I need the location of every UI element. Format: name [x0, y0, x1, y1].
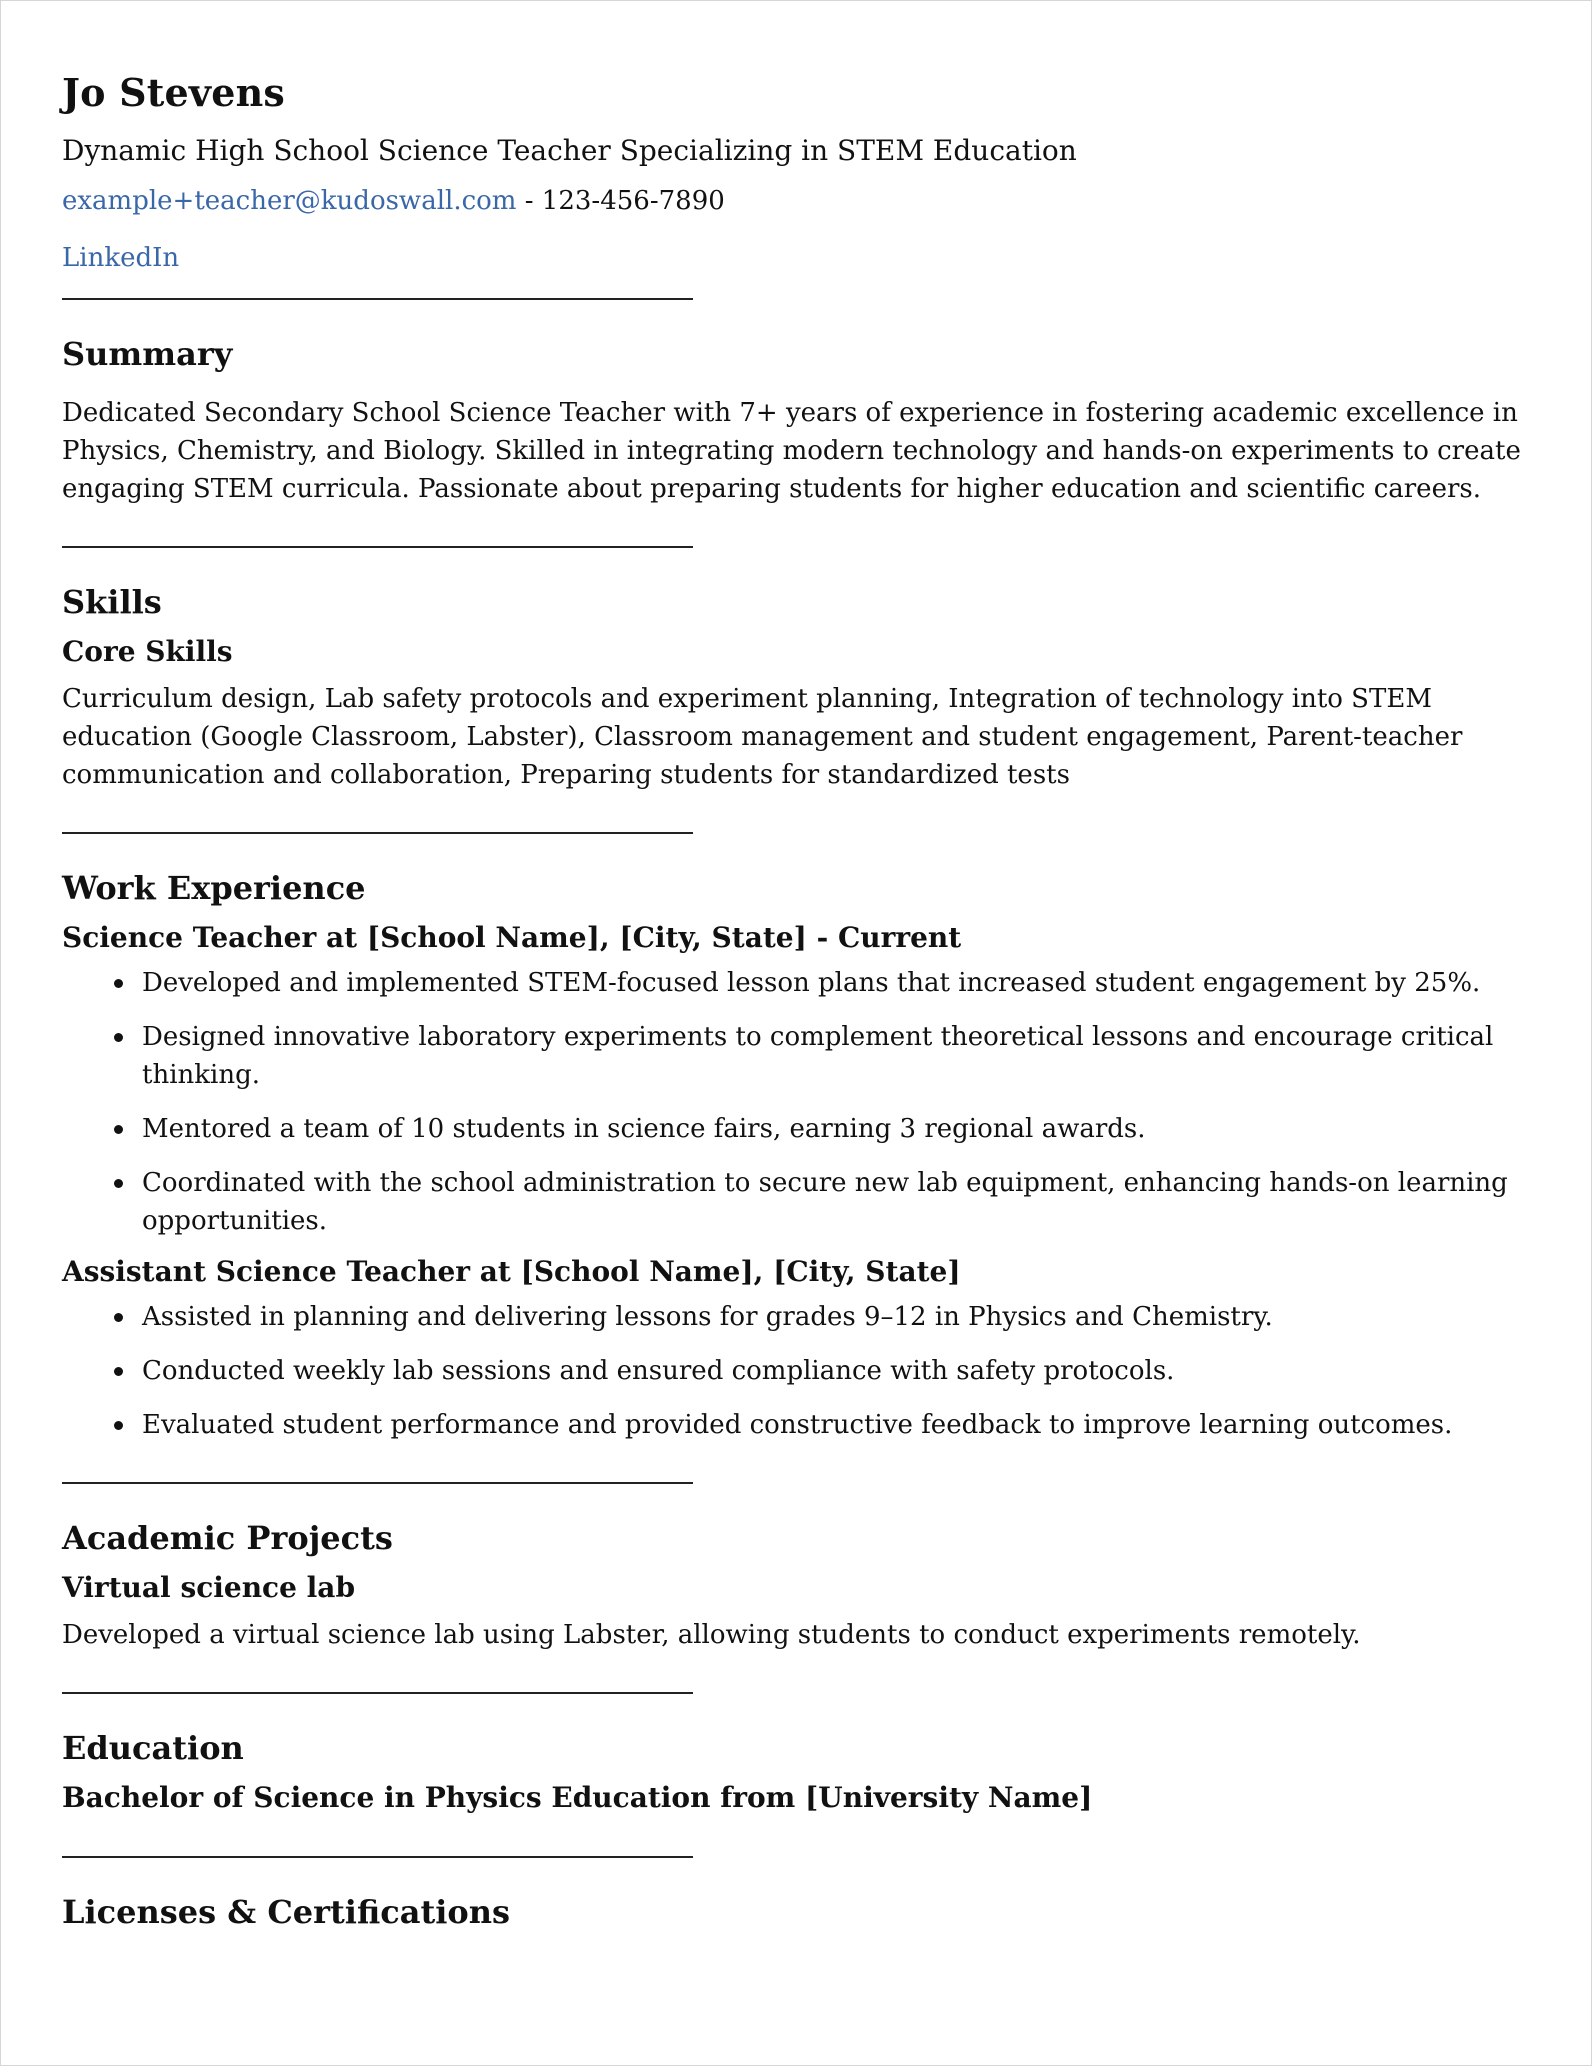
linkedin-link[interactable]: LinkedIn	[62, 243, 180, 273]
candidate-headline: Dynamic High School Science Teacher Specializing in STEM Education	[62, 134, 1077, 167]
job-bullet: Assisted in planning and delivering lessons for grades 9–12 in Physics and Chemistry.	[142, 1298, 1542, 1336]
skills-group-text: Curriculum design, Lab safety protocols and experiment planning, Integration of technology into STEM education (Google Classroom, Labster), Classroom management and student engagement, Parent-teacher communication and collaboration, Preparing students for standardized tests	[62, 684, 1463, 790]
job-bullet: Conducted weekly lab sessions and ensured compliance with safety protocols.	[142, 1352, 1542, 1390]
summary-text: Dedicated Secondary School Science Teacher with 7+ years of experience in fostering academic excellence in Physics, Chemistry, and Biology. Skilled in integrating modern technology and hands-on experiments to create engaging STEM curricula. Passionate about preparing students for higher education and scientific careers.	[62, 398, 1521, 504]
job-heading: Science Teacher at [School Name], [City, State] - Current	[62, 921, 962, 954]
experience-title: Work Experience	[62, 869, 366, 907]
section-divider	[62, 1856, 693, 1858]
skills-group-heading: Core Skills	[62, 635, 233, 668]
job-bullet: Mentored a team of 10 students in science fairs, earning 3 regional awards.	[142, 1110, 1542, 1148]
job-bullet-list	[62, 964, 1542, 1240]
contact-separator: -	[516, 186, 542, 216]
education-heading: Bachelor of Science in Physics Education from [University Name]	[62, 1781, 1093, 1814]
job-bullet: Evaluated student performance and provided constructive feedback to improve learning outcomes.	[142, 1406, 1542, 1444]
contact-line	[62, 181, 1542, 221]
job-bullet-list	[62, 1298, 1542, 1444]
job-bullet: Developed and implemented STEM-focused lesson plans that increased student engagement by 25%.	[142, 964, 1542, 1002]
phone-number: 123-456-7890	[541, 186, 725, 216]
email-link[interactable]: example+teacher@kudoswall.com	[62, 186, 517, 216]
linkedin-row	[62, 238, 1542, 278]
education-title: Education	[62, 1729, 244, 1767]
section-divider	[62, 1692, 693, 1694]
project-text: Developed a virtual science lab using Labster, allowing students to conduct experiments remotely.	[62, 1620, 1361, 1650]
section-divider	[62, 832, 693, 834]
projects-title: Academic Projects	[62, 1519, 393, 1557]
certifications-title: Licenses & Certifications	[62, 1893, 510, 1931]
section-divider	[62, 1482, 693, 1484]
resume-content	[62, 67, 1542, 1934]
project-heading: Virtual science lab	[62, 1571, 356, 1604]
job-bullet: Designed innovative laboratory experiments to complement theoretical lessons and encourage critical thinking.	[142, 1018, 1542, 1094]
skills-title: Skills	[62, 583, 162, 621]
candidate-name: Jo Stevens	[62, 70, 286, 115]
section-divider	[62, 546, 693, 548]
summary-title: Summary	[62, 335, 233, 373]
section-divider	[62, 298, 693, 300]
job-heading: Assistant Science Teacher at [School Name], [City, State]	[62, 1255, 961, 1288]
job-bullet: Coordinated with the school administration to secure new lab equipment, enhancing hands-on learning opportunities.	[142, 1164, 1542, 1240]
